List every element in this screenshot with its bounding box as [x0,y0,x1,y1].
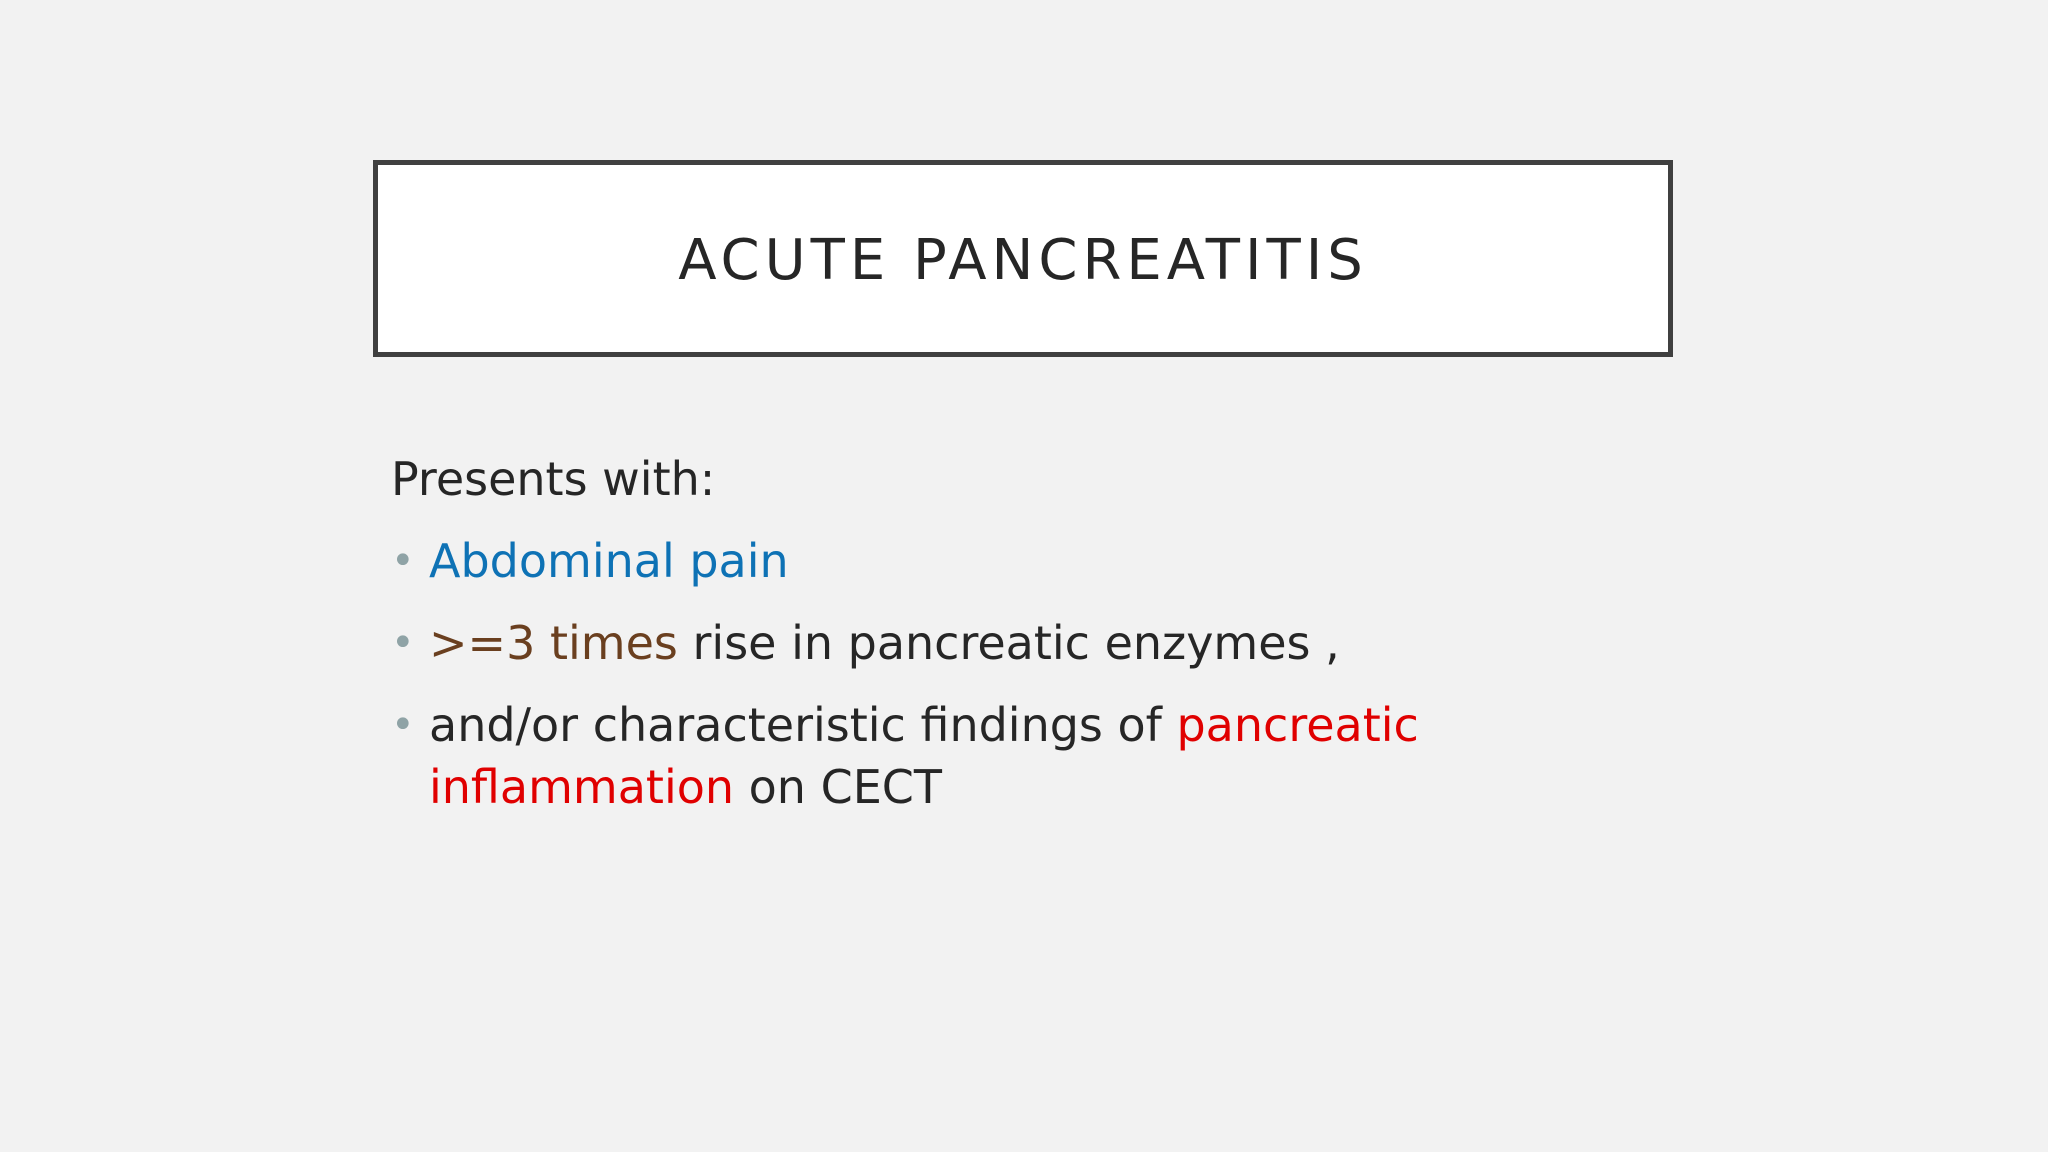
bullet-text: and/or characteristic findings of [429,698,1177,752]
bullet-text: rise in pancreatic enzymes , [677,616,1340,670]
title-box [373,160,1673,357]
intro-text: Presents with: [391,452,716,506]
bullet-icon: • [391,702,415,748]
bullet-icon: • [391,538,415,584]
bullet-text: Abdominal pain [429,534,789,588]
bullet-item-abdominal-pain [391,530,1491,592]
bullet-highlight-text: pancreatic inflammation [429,698,1419,814]
bullet-item-cect [391,694,1491,818]
bullet-text-tail: on CECT [734,760,942,814]
bullet-list [391,530,1491,818]
bullet-highlight-text: >=3 times [429,616,678,670]
slide-title: ACUTE PANCREATITIS [678,228,1368,293]
bullet-icon: • [391,620,415,666]
slide-body [391,448,1491,838]
bullet-item-enzymes [391,612,1491,674]
